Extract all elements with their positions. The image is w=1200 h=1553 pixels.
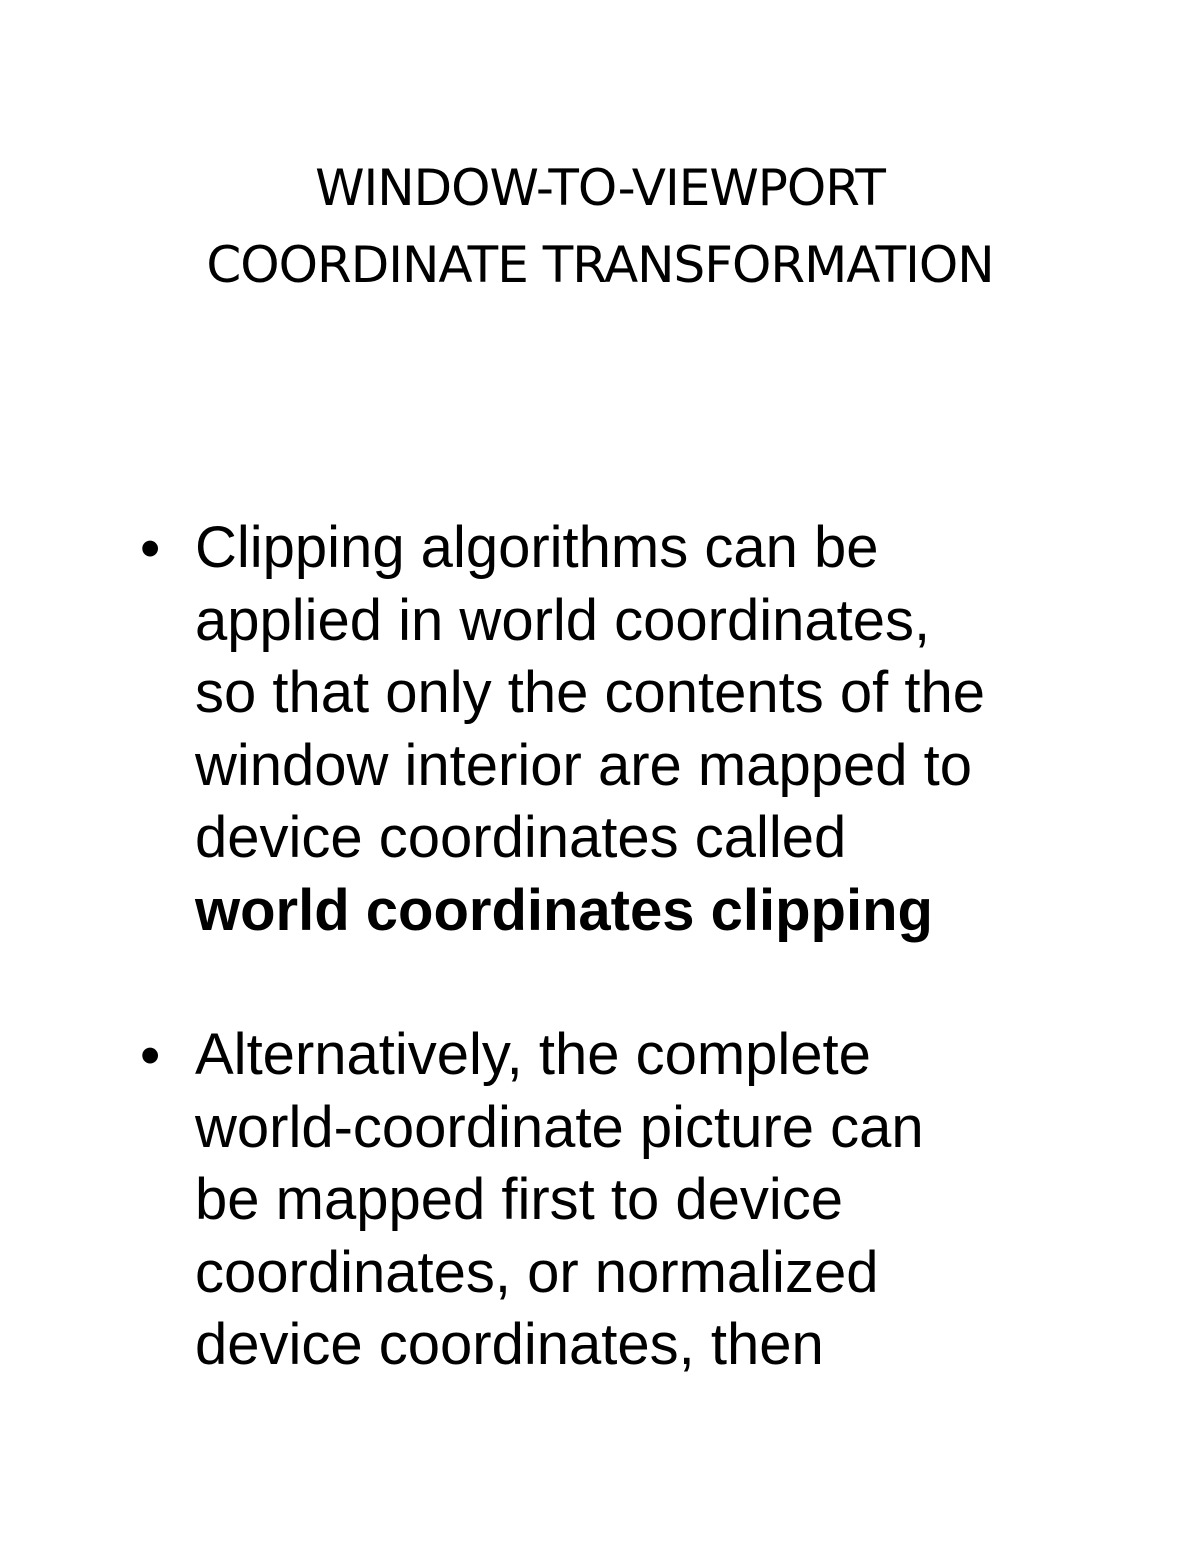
bullet-line: so that only the contents of the xyxy=(195,660,985,725)
bullet-line: coordinates, or normalized xyxy=(195,1239,879,1305)
slide-title-line: COORDINATE TRANSFORMATION xyxy=(206,236,994,294)
bullet-line: be mapped first to device xyxy=(195,1167,844,1232)
slide-title-line: WINDOW-TO-VIEWPORT xyxy=(315,159,885,217)
slide-title xyxy=(0,150,1200,304)
bullet-text xyxy=(195,512,1100,947)
bullet-line: device coordinates, then xyxy=(195,1312,824,1377)
bullet-line: Alternatively, the complete xyxy=(195,1022,871,1087)
bullet-line: world-coordinate picture can xyxy=(195,1094,924,1160)
bullet-marker: • xyxy=(140,516,161,581)
bullet-marker: • xyxy=(140,1023,161,1088)
bullet-line: applied in world coordinates, xyxy=(195,587,931,653)
bullet-line: Clipping algorithms can be xyxy=(195,515,879,580)
bullet-bold-term: world coordinates clipping xyxy=(195,877,933,943)
bullet-line: window interior are mapped to xyxy=(195,732,972,798)
bullet-line: device coordinates called xyxy=(195,805,847,870)
bullet-text xyxy=(195,1019,1100,1382)
